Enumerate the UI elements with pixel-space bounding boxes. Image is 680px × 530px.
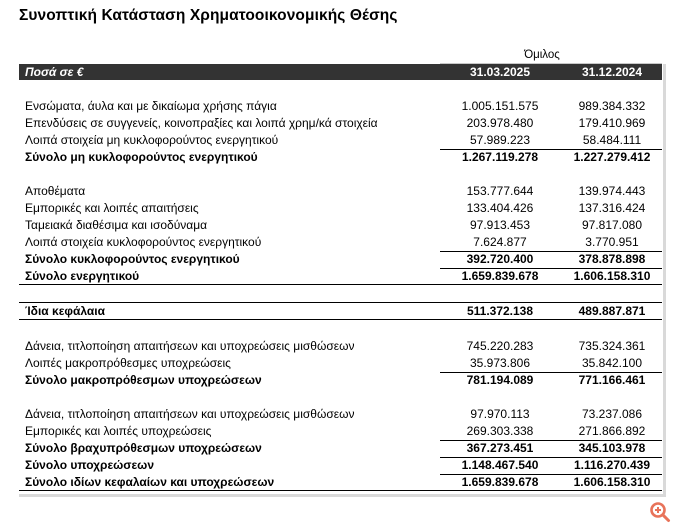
row-value-col2: 137.316.424 xyxy=(578,201,646,215)
row-value-col2: 271.866.892 xyxy=(578,424,646,438)
table-shadow-bottom xyxy=(19,494,666,497)
row-label: Σύνολο βραχυπρόθεσμων υποχρεώσεων xyxy=(25,441,262,455)
header-amounts-label: Ποσά σε € xyxy=(25,65,84,79)
table-row xyxy=(19,355,662,372)
row-value-col1: 97.913.453 xyxy=(469,218,531,232)
row-value-col2: 97.817.080 xyxy=(581,218,643,232)
row-value-col1: 7.624.877 xyxy=(473,235,527,249)
subtotal-row xyxy=(19,457,662,474)
row-label: Σύνολο ενεργητικού xyxy=(25,269,140,283)
row-label: Λοιπά στοιχεία μη κυκλοφορούντος ενεργητικού xyxy=(25,133,279,147)
total-row xyxy=(19,303,662,320)
table-row xyxy=(19,406,662,423)
row-value-col2: 139.974.443 xyxy=(578,184,646,198)
row-value-col2: 58.484.111 xyxy=(582,133,642,147)
row-value-col1: 367.273.451 xyxy=(466,441,534,455)
row-label: Δάνεια, τιτλοποίηση απαιτήσεων και υποχρεώσεις μισθώσεων xyxy=(25,339,355,353)
table-row xyxy=(19,132,662,149)
table-row xyxy=(19,338,662,355)
row-label: Λοιπές μακροπρόθεσμες υποχρεώσεις xyxy=(25,356,231,370)
table-row xyxy=(19,200,662,217)
row-value-col2: 345.103.978 xyxy=(578,441,646,455)
row-label: Σύνολο υποχρεώσεων xyxy=(25,458,154,472)
row-value-col2: 735.324.361 xyxy=(578,339,646,353)
total-row xyxy=(19,474,662,491)
row-label: Δάνεια, τιτλοποίηση απαιτήσεων και υποχρεώσεις μισθώσεων xyxy=(25,407,355,421)
row-value-col1: 1.148.467.540 xyxy=(461,458,539,472)
row-value-col2: 771.166.461 xyxy=(578,373,646,387)
subtotal-row xyxy=(19,149,662,166)
row-label: Εμπορικές και λοιπές απαιτήσεις xyxy=(25,201,199,215)
row-value-col2: 378.878.898 xyxy=(578,252,646,266)
row-value-col1: 1.659.839.678 xyxy=(461,269,539,283)
table-row xyxy=(19,234,662,251)
row-value-col2: 1.116.270.439 xyxy=(573,458,651,472)
row-label: Αποθέματα xyxy=(25,184,86,198)
row-value-col2: 35.842.100 xyxy=(581,356,643,370)
row-value-col1: 133.404.426 xyxy=(466,201,534,215)
header-date-col1: 31.03.2025 xyxy=(469,65,531,79)
row-value-col2: 989.384.332 xyxy=(578,99,646,113)
row-label: Σύνολο μη κυκλοφορούντος ενεργητικού xyxy=(25,150,258,164)
row-value-col1: 203.978.480 xyxy=(466,116,534,130)
row-value-col1: 392.720.400 xyxy=(466,252,534,266)
row-label: Σύνολο ιδίων κεφαλαίων και υποχρεώσεων xyxy=(25,475,275,489)
subtotal-row xyxy=(19,372,662,389)
page-title: Συνοπτική Κατάσταση Χρηματοοικονομικής Θέσης xyxy=(19,7,398,24)
table-row xyxy=(19,98,662,115)
table-row xyxy=(19,115,662,132)
row-value-col1: 745.220.283 xyxy=(466,339,534,353)
zoom-in-icon[interactable] xyxy=(647,499,673,525)
row-value-col2: 1.606.158.310 xyxy=(573,475,651,489)
row-value-col1: 269.303.338 xyxy=(466,424,534,438)
row-value-col2: 1.606.158.310 xyxy=(573,269,651,283)
row-value-col1: 1.005.151.575 xyxy=(461,99,539,113)
table-row xyxy=(19,183,662,200)
header-date-col2: 31.12.2024 xyxy=(581,65,643,79)
subtotal-row xyxy=(19,251,662,268)
row-value-col2: 489.887.871 xyxy=(578,304,646,318)
group-label: Όμιλος xyxy=(524,49,560,61)
row-value-col1: 781.194.089 xyxy=(466,373,534,387)
row-value-col1: 35.973.806 xyxy=(469,356,531,370)
row-value-col2: 73.237.086 xyxy=(581,407,643,421)
row-label: Ενσώματα, άυλα και με δικαίωμα χρήσης πάγια xyxy=(25,99,277,113)
row-label: Σύνολο μακροπρόθεσμων υποχρεώσεων xyxy=(25,373,262,387)
row-value-col1: 511.372.138 xyxy=(466,304,534,318)
table-row xyxy=(19,423,662,440)
row-value-col2: 1.227.279.412 xyxy=(573,150,651,164)
row-value-col1: 153.777.644 xyxy=(466,184,534,198)
subtotal-row xyxy=(19,440,662,457)
row-value-col1: 1.267.119.278 xyxy=(461,150,539,164)
row-label: Σύνολο κυκλοφορούντος ενεργητικού xyxy=(25,252,240,266)
row-value-col1: 57.989.223 xyxy=(469,133,531,147)
table-shadow-right xyxy=(663,64,666,494)
row-label: Ταμειακά διαθέσιμα και ισοδύναμα xyxy=(25,218,208,232)
row-label: Επενδύσεις σε συγγενείς, κοινοπραξίες και λοιπά χρημ/κά στοιχεία xyxy=(25,116,378,130)
row-label: Εμπορικές και λοιπές υποχρεώσεις xyxy=(25,424,212,438)
row-value-col2: 179.410.969 xyxy=(578,116,646,130)
table-row xyxy=(19,217,662,234)
table-header xyxy=(19,64,662,80)
row-label: Ίδια κεφάλαια xyxy=(25,304,105,318)
total-row xyxy=(19,268,662,285)
row-value-col1: 1.659.839.678 xyxy=(461,475,539,489)
row-label: Λοιπά στοιχεία κυκλοφορούντος ενεργητικού xyxy=(25,235,262,249)
row-value-col2: 3.770.951 xyxy=(585,235,639,249)
row-value-col1: 97.970.113 xyxy=(470,407,530,421)
